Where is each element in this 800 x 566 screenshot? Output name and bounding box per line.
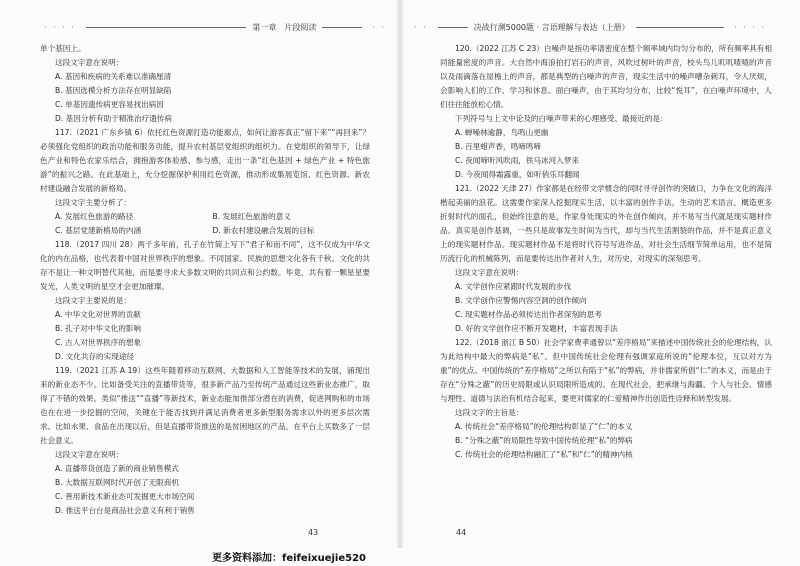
right-page [400,0,800,548]
option-text: D. 新农村建设融合发展的目标 [212,226,315,235]
option-text: B. 发展红色旅游的意义 [212,212,291,221]
footer-banner [0,548,800,566]
header-dots-4: · · · · [734,22,766,32]
option-text: C. 单基因遗传病更容易找出病因 [55,100,164,109]
option-text: A. 发展红色旅游的路径 [55,212,134,221]
right-page-body [440,42,772,462]
chapter-label: 第一章 [252,22,277,32]
option-text: B. 孔子对中华文化的影响 [55,324,141,333]
option-text: C. 基层党建新格局的内涵 [55,226,142,235]
book-title: 决战行测5000题 · 言语理解与表达（上册） [473,22,630,32]
footer-text: 更多资料添加：feifeixuejie520 [212,553,366,564]
header-rule-2 [322,27,362,28]
paragraph: 122.（2018 浙江 B 50）社会学家费孝通曾以“差序格局”来描述中国传统社会的伦理结构，认为此结构中最大的弊病是“私”。但中国传统社会伦理有强调家庭所说的“伦理本位，互以对方为重”的优点。中国传统的“差序格局”之所以有陷于“私”的弊病，并非儒家所倡“仁”的本义，而是由于存在“分殊之蔽”的历史局限或认识局限所造成的。在现代社会，把承继与海疆、个人与社会、情感与理性、道德与法治有机结合起来，要更对儒家的仁爱精神作出创造性诠释和转型发展。 [440,338,772,403]
paragraph: 这段文字主要说的是： [55,296,131,305]
option-text: B. 基因选模分析方法存在明显缺陷 [55,86,172,95]
left-page-header [40,20,390,34]
option-text: B. 百里蜡声香，鸣啼鸣啼 [455,142,541,151]
option-text: A. 传统社会“差序格局”的伦理结构彰显了“仁”的本义 [455,422,633,431]
option-text: D. 文化共存的实现途径 [55,352,135,361]
book-gutter [396,0,404,548]
option-text: D. 基因分析有助于精准治疗遗传病 [55,114,172,123]
option-text: A. 直播带货创造了新的商业销售模式 [55,464,179,473]
option-text: C. 现实题材作品必须传达出作者深刻的思考 [455,310,602,319]
header-rule [86,27,247,28]
paragraph: 这段文字意在说明： [455,268,524,277]
option-text: A. 蝉噪林逾静，鸟鸣山更幽 [455,128,549,137]
paragraph: 121.（2022 天津 27）作家都是在经带文学惯念的同时寻寻创作的突破口，力争在文化的海洋楷起美丽的浪花。这需要作家深入挖掘现实生活，以丰富的创作手法，生动的艺术语言，概造更多折射时代的面孔，但始终注意的是，作家身处现实的外在创作倾向，并不易写当代就是现实题材作品。真实是创作基调，一些只是故事发生时间为当代，却与当代生活割裂的作品，并不是真正意义上的现实题材作品。现实题材作品不是将时代符号写进作品，对社会生活细节简单运用，也不是简历流行化的机械陈列，而是要传达出作者对人生，对历史，对现实的深刻思考。 [440,184,772,263]
option-text: D. 好的文学创作应不断开发题材，丰富表现手法 [455,324,618,333]
option-text: A. 文学创作应紧跟时代发展的步伐 [455,282,572,291]
option-text: B. “分殊之蔽”的局限性导致中国传统伦理“私”的弊病 [455,436,633,445]
header-rule-4 [636,27,725,28]
paragraph: 这段文字意在说明： [55,58,124,67]
header-dots-2: · · [372,22,386,32]
page-number-right: 44 [456,528,467,537]
option-text: A. 基因和疾病的关系难以准确厘清 [55,72,172,81]
option-text: C. 传统社会的伦理结构融汇了“私”和“仁”的精神内核 [455,450,633,459]
option-text: B. 文学创作应警惕内容空洞的创作倾向 [455,296,587,305]
paragraph: 118.（2017 四川 28）两千多年前，孔子在竹简上写下“君子和而不同”，这不仅成为中华文化的内在品格，也代表着中国对世界秩序的想象。不同国家、民族的思想文化各有千秋。文化的共存不是让一种文明替代其他，而是要寻求大多数文明的共同点和公约数。毕竟，共有着一颗星星要发光，人类文明的星空才会更加璀璨。 [40,240,370,291]
paragraph: 这段文字意在说明： [55,450,124,459]
option-text: C. 善用新技术新业态可发掘更大市场空间 [55,492,195,501]
paragraph: 这段文字主要分析了： [55,198,131,207]
paragraph: 120.（2022 江苏 C 23）白噪声是指功率谱密度在整个频率域内均匀分布的，所有频率具有相同能量密度的声音。大自然中海浪拍打岩石的声音，风吹过树叶的声音，校头鸟儿叽叽喳喳的声音以及雨滴落在屋檐上的声音，都是典型的白噪声的声音，现实生活中的噪声嘈杂刺耳，令人厌烦，会影响人们的工作、学习和休息。面白噪声，由于其均匀分布，比较“悦耳”，在白噪声环境中，人们往往能放松心情。 [440,44,772,109]
paragraph: 119.（2021 江苏 A 19）这些年随着移动互联网、大数据和人工智能等技术的发展，涌现出来的新业态不少。比如备受关注的直播带货等，很多新产品乃至传统产品通过这些新业态推广，取得了不错的效果。类似“推送”“直播”等新技术，新业态能加推部分潜在的消费，促进网购和的市场也在在进一步挖掘的空间，关键在于能否找到并满足消费者更多新型服务需求以外的更多层次需求。比如水果、食品在出现以后，但是直播带货推送的是贫困地区的产品，在平台上买数多了一层社会意义。 [40,366,370,445]
page-number-left: 43 [308,528,319,537]
paragraph: 单个基因上。 [40,44,86,53]
option-text: C. 夜闻啼听风吹雨，铁马冰河入梦来 [455,156,580,165]
header-rule-3 [438,27,468,28]
option-row [40,210,370,224]
paragraph: 下列符号与上文中论及的白噪声带来的心理感受、最接近的是： [455,114,668,123]
option-text: D. 今夜闻得霜露重，如听俏乐耳翻闻 [455,170,580,179]
option-text: C. 古人对世界秩序的想象 [55,338,142,347]
header-dots: · · · · [44,22,76,32]
option-text: A. 中华文化对世界的贡献 [55,310,141,319]
left-page-body [40,42,370,518]
option-text: B. 大数据互联网时代开创了无限商机 [55,478,179,487]
paragraph: 这段文字的主旨是： [455,408,524,417]
option-text: D. 推送平台台是商品社会意义有利于销售 [55,506,195,515]
right-page-header [410,20,770,34]
option-row [40,224,370,238]
left-page [0,0,400,548]
section-label: 片段阅读 [284,22,317,32]
paragraph: 117.（2021 广东乡镇 6）依托红色资源打造功能廊点，如何让游客真正“留下来”“再回来”？必须强化党组织的政治功能和服务功能，提升农村基层党组织的组织力。在党组织的领导下，让绿色产业和特色农家乐结合，拥抱游客体验感、参与感，走出一条“红色基因 + 绿色产业 + 特色旅游”的振兴之路。在此基础上，允分挖掘保护利用红色资源，推动形成集展览馆、红色资源、新农村建设融合发展的新格局。 [40,128,370,193]
header-dots-3: · · [414,22,428,32]
